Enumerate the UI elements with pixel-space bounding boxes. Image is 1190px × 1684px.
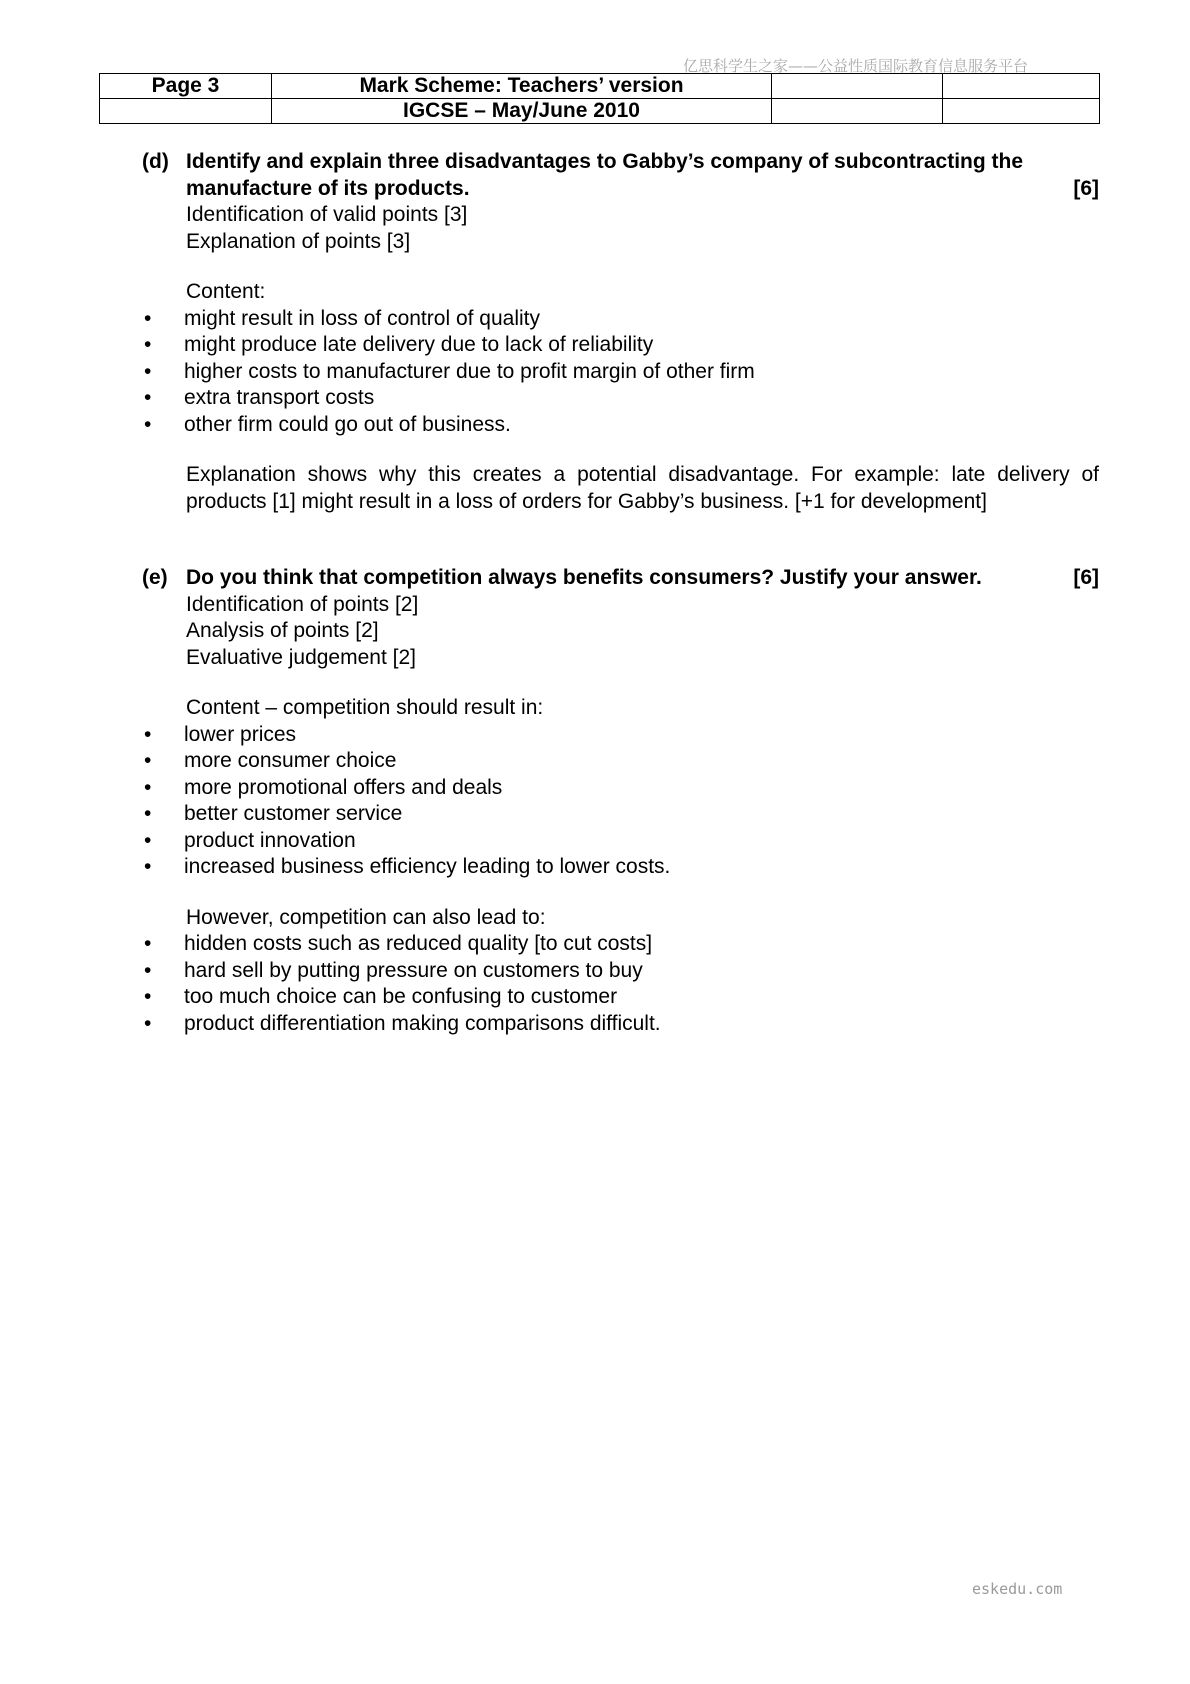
bullet-icon: • <box>144 386 152 409</box>
list-item <box>142 722 1099 749</box>
benefits-list <box>142 722 1099 881</box>
header-empty-cell <box>943 74 1100 99</box>
bullet-icon: • <box>144 932 152 955</box>
header-empty-cell <box>772 74 943 99</box>
question-marks: [6] <box>1073 176 1099 200</box>
bullet-icon: • <box>144 722 152 746</box>
header-empty-cell <box>100 99 272 124</box>
header-table <box>99 73 1100 124</box>
question-text-line <box>186 565 1099 592</box>
question-text-last-line <box>186 176 1099 203</box>
document-title: Mark Scheme: Teachers’ version <box>272 74 772 99</box>
question-text: manufacture of its products. <box>186 176 470 200</box>
criterion: Identification of valid points [3] <box>186 203 468 226</box>
list-item-text: product innovation <box>184 828 356 852</box>
list-item-text: other firm could go out of business. <box>184 412 511 436</box>
bullet-icon: • <box>144 775 152 799</box>
list-item <box>142 332 1099 359</box>
page-number: Page 3 <box>100 74 272 99</box>
bullet-icon: • <box>144 985 152 1008</box>
bullet-icon: • <box>144 412 152 436</box>
mark-scheme-content <box>142 149 1099 1037</box>
list-item-text: better customer service <box>184 802 403 825</box>
bullet-icon: • <box>144 958 152 982</box>
drawbacks-heading: However, competition can also lead to: <box>186 905 546 929</box>
question-marks: [6] <box>1073 566 1099 589</box>
list-item-text: higher costs to manufacturer due to profit margin of other firm <box>184 359 755 383</box>
benefits-heading: Content – competition should result in: <box>186 696 544 719</box>
question-label: (d) <box>142 150 169 173</box>
list-item-text: hidden costs such as reduced quality [to cut costs] <box>184 932 653 955</box>
header-empty-cell <box>772 99 943 124</box>
question-label: (e) <box>142 566 168 589</box>
list-item <box>142 306 1099 333</box>
explanation-block <box>142 462 1099 515</box>
list-item <box>142 1011 1099 1038</box>
criterion: Explanation of points [3] <box>186 229 411 253</box>
criterion: Evaluative judgement [2] <box>186 645 416 669</box>
criterion: Identification of points [2] <box>186 592 419 616</box>
list-item <box>142 801 1099 828</box>
list-item-text: product differentiation making comparisons difficult. <box>184 1011 661 1035</box>
list-item-text: hard sell by putting pressure on customers to buy <box>184 958 643 982</box>
list-item <box>142 412 1099 439</box>
drawbacks-list <box>142 931 1099 1037</box>
list-item <box>142 958 1099 985</box>
bullet-icon: • <box>144 855 152 878</box>
content-list <box>142 306 1099 439</box>
list-item <box>142 854 1099 881</box>
list-item-text: might result in loss of control of quality <box>184 306 540 330</box>
drawbacks-block <box>142 905 1099 932</box>
content-heading: Content: <box>186 280 266 303</box>
bullet-icon: • <box>144 359 152 383</box>
list-item <box>142 984 1099 1011</box>
list-item <box>142 359 1099 386</box>
header-empty-cell <box>943 99 1100 124</box>
list-item-text: lower prices <box>184 722 297 746</box>
bullet-icon: • <box>144 1011 152 1035</box>
list-item <box>142 775 1099 802</box>
document-subtitle: IGCSE – May/June 2010 <box>272 99 772 124</box>
list-item-text: extra transport costs <box>184 386 375 409</box>
question-d <box>142 149 1099 306</box>
question-text: Do you think that competition always benefits consumers? Justify your answer. <box>186 566 982 589</box>
list-item <box>142 931 1099 958</box>
criterion: Analysis of points [2] <box>186 619 379 642</box>
bullet-icon: • <box>144 828 152 852</box>
bullet-icon: • <box>144 333 152 356</box>
header-row-1 <box>100 74 1100 99</box>
list-item-text: increased business efficiency leading to lower costs. <box>184 855 671 878</box>
list-item-text: might produce late delivery due to lack of reliability <box>184 333 654 356</box>
list-item <box>142 385 1099 412</box>
explanation-text: Explanation shows why this creates a potential disadvantage. For example: late delivery of products [1] might result in a loss of orders for Gabby’s business. [+1 for development] <box>186 463 1099 513</box>
question-text: Identify and explain three disadvantages to Gabby’s company of subcontracting the <box>186 150 1024 173</box>
watermark-bottom: eskedu.com <box>972 1580 1063 1598</box>
list-item-text: more consumer choice <box>184 749 397 772</box>
list-item-text: too much choice can be confusing to customer <box>184 985 618 1008</box>
bullet-icon: • <box>144 749 152 772</box>
question-e <box>142 565 1099 722</box>
list-item <box>142 748 1099 775</box>
header-row-2 <box>100 99 1100 124</box>
list-item-text: more promotional offers and deals <box>184 775 503 799</box>
bullet-icon: • <box>144 306 152 330</box>
watermark-top: 亿思科学生之家——公益性质国际教育信息服务平台 <box>683 57 1029 75</box>
bullet-icon: • <box>144 802 152 825</box>
list-item <box>142 828 1099 855</box>
